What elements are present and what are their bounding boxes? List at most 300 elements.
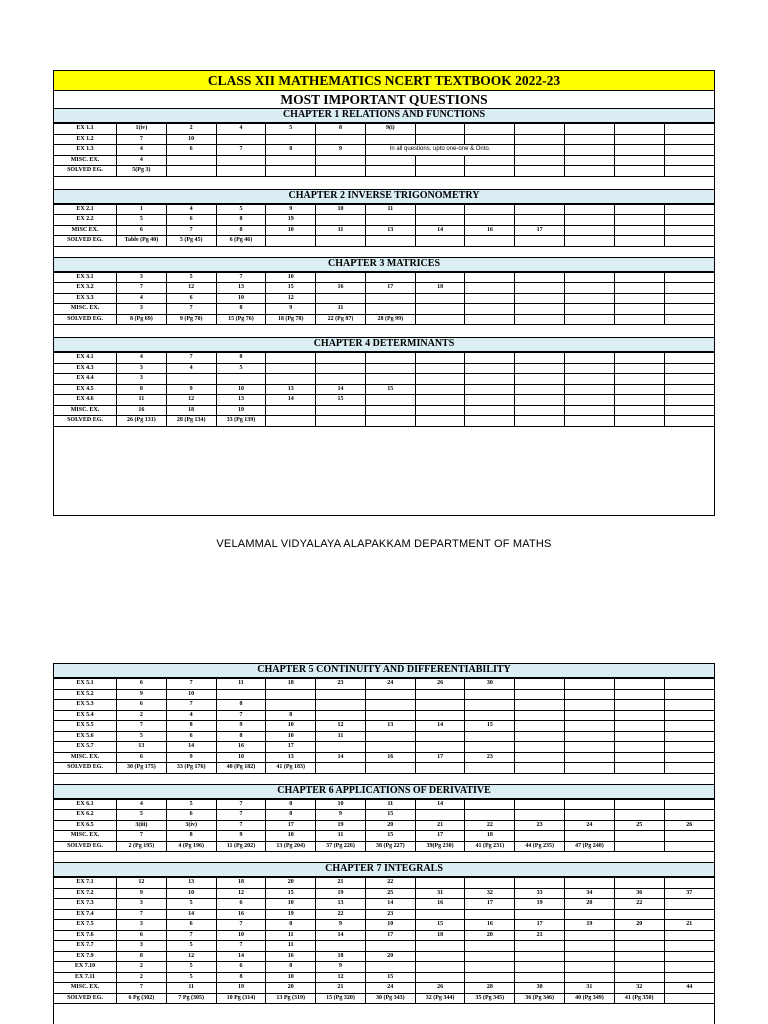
question-cell: 33 (Pg 139) <box>216 416 266 427</box>
question-cell: 36 <box>614 888 664 899</box>
empty-cell <box>515 951 565 962</box>
empty-cell <box>614 145 664 156</box>
empty-cell <box>614 700 664 711</box>
empty-cell <box>415 166 465 177</box>
empty-cell <box>664 416 714 427</box>
table-row <box>54 752 714 763</box>
empty-cell <box>515 204 565 215</box>
question-cell: 6 <box>216 899 266 910</box>
question-cell: 6 <box>117 930 167 941</box>
question-cell: 3 <box>117 941 167 952</box>
empty-cell <box>465 374 515 385</box>
empty-cell <box>266 374 316 385</box>
empty-cell <box>266 134 316 145</box>
exercise-label: SOLVED EG. <box>54 763 117 774</box>
chapter-section <box>54 247 714 326</box>
empty-cell <box>614 166 664 177</box>
page-1-chapters <box>54 109 714 427</box>
question-cell: 18 (Pg 78) <box>266 314 316 325</box>
question-cell: 16 <box>465 920 515 931</box>
question-cell: 10 <box>266 972 316 983</box>
empty-cell <box>515 134 565 145</box>
exercise-label: EX 6.2 <box>54 810 117 821</box>
empty-cell <box>664 155 714 166</box>
empty-cell <box>415 363 465 374</box>
page-1-sheet <box>53 70 715 516</box>
question-cell: 5 <box>266 124 316 135</box>
question-cell: 16 <box>266 951 316 962</box>
empty-cell <box>465 405 515 416</box>
empty-cell <box>365 731 415 742</box>
empty-cell <box>515 831 565 842</box>
empty-cell <box>664 763 714 774</box>
empty-cell <box>664 353 714 364</box>
question-cell: 5 <box>166 272 216 283</box>
empty-cell <box>565 878 615 889</box>
empty-cell <box>415 395 465 406</box>
empty-cell <box>316 710 366 721</box>
question-cell: 20 <box>266 878 316 889</box>
table-row <box>54 700 714 711</box>
empty-cell <box>266 405 316 416</box>
empty-cell <box>565 951 615 962</box>
question-cell: 25 <box>614 820 664 831</box>
empty-cell <box>614 353 664 364</box>
question-cell: 20 <box>565 899 615 910</box>
empty-cell <box>614 972 664 983</box>
question-cell: 10 <box>216 752 266 763</box>
empty-cell <box>565 304 615 315</box>
empty-cell <box>365 166 415 177</box>
table-row <box>54 155 714 166</box>
table-row <box>54 742 714 753</box>
question-cell: 2 (Pg 195) <box>117 841 167 852</box>
question-cell: 8 <box>316 124 366 135</box>
empty-cell <box>465 293 515 304</box>
question-cell: 16 <box>365 752 415 763</box>
question-cell: 11 (Pg 202) <box>216 841 266 852</box>
empty-cell <box>664 314 714 325</box>
question-cell: 17 <box>515 920 565 931</box>
empty-cell <box>565 731 615 742</box>
empty-cell <box>565 416 615 427</box>
question-cell: 20 <box>465 930 515 941</box>
question-cell: 6 Pg (302) <box>117 993 167 1004</box>
empty-cell <box>465 689 515 700</box>
empty-cell <box>515 374 565 385</box>
empty-cell <box>515 124 565 135</box>
question-cell: 10 <box>266 899 316 910</box>
empty-cell <box>565 710 615 721</box>
question-cell: 18 <box>316 951 366 962</box>
empty-cell <box>465 951 515 962</box>
question-cell: 21 <box>664 920 714 931</box>
empty-cell <box>465 909 515 920</box>
empty-cell <box>664 899 714 910</box>
question-cell: 31 <box>415 888 465 899</box>
question-cell: 4 <box>117 155 167 166</box>
question-cell: 22 (Pg 87) <box>316 314 366 325</box>
empty-cell <box>614 799 664 810</box>
table-row <box>54 721 714 732</box>
empty-cell <box>614 763 664 774</box>
question-cell: 18 <box>216 878 266 889</box>
empty-cell <box>515 405 565 416</box>
question-cell: 30 <box>465 679 515 690</box>
chapter-section <box>54 774 714 853</box>
question-cell: 7 <box>216 941 266 952</box>
empty-cell <box>515 353 565 364</box>
question-cell: 7 <box>216 710 266 721</box>
question-cell: 40 (Pg 182) <box>216 763 266 774</box>
exercise-label: EX 7.11 <box>54 972 117 983</box>
empty-cell <box>316 416 366 427</box>
empty-cell <box>465 283 515 294</box>
empty-cell <box>664 841 714 852</box>
empty-cell <box>515 283 565 294</box>
empty-cell <box>614 689 664 700</box>
empty-cell <box>465 155 515 166</box>
empty-cell <box>565 166 615 177</box>
question-cell: 5 <box>166 941 216 952</box>
question-cell: 12 <box>316 721 366 732</box>
question-cell: 3(iv) <box>166 820 216 831</box>
table-row <box>54 909 714 920</box>
exercise-label: EX 4.4 <box>54 374 117 385</box>
table-row <box>54 134 714 145</box>
question-cell: 15 <box>365 831 415 842</box>
empty-cell <box>216 134 266 145</box>
question-cell: 7 <box>166 679 216 690</box>
question-cell: 17 <box>266 820 316 831</box>
chapter-heading: CHAPTER 4 DETERMINANTS <box>54 337 714 352</box>
empty-cell <box>515 689 565 700</box>
note-cell: In all questions, upto one-one & Onto. <box>365 145 514 156</box>
empty-cell <box>515 752 565 763</box>
empty-cell <box>365 962 415 973</box>
question-cell: 6 (Pg 46) <box>216 236 266 247</box>
question-cell: 9 <box>216 831 266 842</box>
empty-cell <box>565 124 615 135</box>
empty-cell <box>515 810 565 821</box>
empty-cell <box>515 742 565 753</box>
exercise-label: SOLVED EG. <box>54 993 117 1004</box>
question-cell: 6 <box>117 752 167 763</box>
empty-cell <box>614 930 664 941</box>
empty-cell <box>664 742 714 753</box>
exercise-label: EX 7.7 <box>54 941 117 952</box>
question-cell: 1(iv) <box>117 124 167 135</box>
question-cell: 21 <box>515 930 565 941</box>
table-row <box>54 951 714 962</box>
section-gap <box>54 177 714 189</box>
question-cell: 26 <box>415 983 465 994</box>
question-cell: Table (Pg 40) <box>117 236 167 247</box>
empty-cell <box>465 710 515 721</box>
empty-cell <box>664 710 714 721</box>
empty-cell <box>365 710 415 721</box>
exercise-label: SOLVED EG. <box>54 166 117 177</box>
question-cell: 10 <box>266 731 316 742</box>
empty-cell <box>316 363 366 374</box>
exercise-label: MISC. EX. <box>54 405 117 416</box>
question-table <box>54 123 714 177</box>
empty-cell <box>565 215 615 226</box>
question-cell: 8 <box>166 831 216 842</box>
exercise-label: MISC EX. <box>54 225 117 236</box>
empty-cell <box>614 124 664 135</box>
empty-cell <box>565 204 615 215</box>
section-gap <box>54 852 714 862</box>
question-cell: 24 <box>565 820 615 831</box>
empty-cell <box>664 124 714 135</box>
empty-cell <box>465 353 515 364</box>
empty-cell <box>415 353 465 364</box>
question-cell: 3 <box>117 374 167 385</box>
question-cell: 14 <box>316 752 366 763</box>
question-cell: 36 (Pg 346) <box>515 993 565 1004</box>
empty-cell <box>614 710 664 721</box>
question-cell: 19 <box>216 405 266 416</box>
question-cell: 10 <box>266 831 316 842</box>
question-cell: 4 <box>166 363 216 374</box>
question-cell: 9 <box>117 689 167 700</box>
question-cell: 38 (Pg 227) <box>365 841 415 852</box>
question-cell: 6 <box>166 731 216 742</box>
empty-cell <box>465 763 515 774</box>
question-cell: 8 <box>216 731 266 742</box>
empty-cell <box>614 841 664 852</box>
empty-cell <box>565 272 615 283</box>
empty-cell <box>515 799 565 810</box>
empty-cell <box>515 215 565 226</box>
empty-cell <box>664 225 714 236</box>
empty-cell <box>614 304 664 315</box>
empty-cell <box>614 363 664 374</box>
question-cell: 22 <box>614 899 664 910</box>
question-cell: 23 <box>465 752 515 763</box>
question-cell: 15 <box>365 972 415 983</box>
empty-cell <box>565 810 615 821</box>
question-cell: 5 <box>166 962 216 973</box>
question-cell: 17 <box>515 225 565 236</box>
empty-cell <box>465 363 515 374</box>
question-cell: 5 <box>117 215 167 226</box>
exercise-label: EX 3.3 <box>54 293 117 304</box>
empty-cell <box>664 293 714 304</box>
empty-cell <box>565 799 615 810</box>
empty-cell <box>316 155 366 166</box>
question-cell: 19 <box>515 899 565 910</box>
empty-cell <box>664 384 714 395</box>
table-row <box>54 820 714 831</box>
question-cell: 9 <box>316 920 366 931</box>
question-cell: 13 Pg (319) <box>266 993 316 1004</box>
question-cell: 15 (Pg 76) <box>216 314 266 325</box>
question-cell: 2 <box>166 124 216 135</box>
empty-cell <box>166 155 216 166</box>
table-row <box>54 878 714 889</box>
question-cell: 13 (Pg 204) <box>266 841 316 852</box>
question-cell: 2 <box>117 962 167 973</box>
question-cell: 30 (Pg 343) <box>365 993 415 1004</box>
question-cell: 40 (Pg 349) <box>565 993 615 1004</box>
question-cell: 11 <box>316 831 366 842</box>
empty-cell <box>614 731 664 742</box>
question-cell: 18 <box>266 679 316 690</box>
question-cell: 7 <box>117 134 167 145</box>
empty-cell <box>266 353 316 364</box>
empty-cell <box>266 416 316 427</box>
question-cell: 15 <box>415 920 465 931</box>
question-cell: 10 <box>216 293 266 304</box>
empty-cell <box>565 145 615 156</box>
exercise-label: SOLVED EG. <box>54 416 117 427</box>
question-cell: 23 <box>316 679 366 690</box>
question-cell: 12 <box>166 395 216 406</box>
question-cell: 26 (Pg 131) <box>117 416 167 427</box>
question-cell: 5 <box>166 972 216 983</box>
table-row <box>54 799 714 810</box>
empty-cell <box>664 204 714 215</box>
empty-cell <box>316 941 366 952</box>
empty-cell <box>614 272 664 283</box>
question-cell: 33 (Pg 176) <box>166 763 216 774</box>
question-cell: 6 <box>117 225 167 236</box>
empty-cell <box>614 293 664 304</box>
empty-cell <box>415 763 465 774</box>
empty-cell <box>664 134 714 145</box>
empty-cell <box>216 374 266 385</box>
question-cell: 37 <box>664 888 714 899</box>
empty-cell <box>415 314 465 325</box>
empty-cell <box>365 405 415 416</box>
empty-cell <box>365 363 415 374</box>
empty-cell <box>465 304 515 315</box>
empty-cell <box>565 363 615 374</box>
empty-cell <box>365 689 415 700</box>
question-cell: 24 <box>365 983 415 994</box>
question-cell: 3 <box>117 899 167 910</box>
empty-cell <box>664 930 714 941</box>
empty-cell <box>266 236 316 247</box>
question-cell: 20 <box>614 920 664 931</box>
question-cell: 32 <box>614 983 664 994</box>
table-row <box>54 763 714 774</box>
question-cell: 12 <box>316 972 366 983</box>
question-cell: 8 <box>266 799 316 810</box>
empty-cell <box>565 962 615 973</box>
empty-cell <box>415 689 465 700</box>
empty-cell <box>565 384 615 395</box>
question-cell: 8 <box>216 215 266 226</box>
empty-cell <box>316 353 366 364</box>
question-table <box>54 799 714 853</box>
question-cell: 10 <box>266 721 316 732</box>
question-cell: 16 <box>117 405 167 416</box>
empty-cell <box>465 700 515 711</box>
chapter-heading: CHAPTER 7 INTEGRALS <box>54 862 714 877</box>
question-cell: 23 <box>365 909 415 920</box>
question-cell: 5(Pg 3) <box>117 166 167 177</box>
question-cell: 4 <box>216 124 266 135</box>
table-row <box>54 395 714 406</box>
empty-cell <box>515 941 565 952</box>
question-cell: 17 <box>365 930 415 941</box>
question-cell: 8 <box>216 972 266 983</box>
question-cell: 10 Pg (314) <box>216 993 266 1004</box>
exercise-label: EX 4.5 <box>54 384 117 395</box>
empty-cell <box>565 909 615 920</box>
question-cell: 10 <box>266 272 316 283</box>
question-cell: 9 <box>266 304 316 315</box>
chapter-section <box>54 177 714 247</box>
empty-cell <box>465 810 515 821</box>
empty-cell <box>664 721 714 732</box>
chapter-heading: CHAPTER 6 APPLICATIONS OF DERIVATIVE <box>54 784 714 799</box>
empty-cell <box>664 215 714 226</box>
empty-cell <box>316 134 366 145</box>
question-cell: 17 <box>266 742 316 753</box>
question-cell: 18 <box>166 405 216 416</box>
empty-cell <box>515 721 565 732</box>
empty-cell <box>515 878 565 889</box>
table-row <box>54 941 714 952</box>
empty-cell <box>565 405 615 416</box>
table-row <box>54 293 714 304</box>
question-cell: 11 <box>316 304 366 315</box>
question-cell: 28 (Pg 99) <box>365 314 415 325</box>
question-cell: 8 <box>216 700 266 711</box>
table-row <box>54 888 714 899</box>
question-cell: 19 <box>266 909 316 920</box>
question-cell: 6 <box>166 920 216 931</box>
question-cell: 11 <box>316 731 366 742</box>
empty-cell <box>415 731 465 742</box>
question-cell: 7 <box>117 909 167 920</box>
question-cell: 21 <box>415 820 465 831</box>
question-cell: 15 (Pg 320) <box>316 993 366 1004</box>
empty-cell <box>266 155 316 166</box>
table-row <box>54 899 714 910</box>
section-gap <box>54 774 714 784</box>
table-row <box>54 283 714 294</box>
empty-cell <box>614 374 664 385</box>
empty-cell <box>465 941 515 952</box>
question-cell: 32 (Pg 344) <box>415 993 465 1004</box>
question-cell: 4 <box>117 799 167 810</box>
empty-cell <box>415 972 465 983</box>
empty-cell <box>365 236 415 247</box>
table-row <box>54 983 714 994</box>
empty-cell <box>465 962 515 973</box>
question-cell: 8 <box>266 962 316 973</box>
question-cell: 4 <box>117 293 167 304</box>
table-row <box>54 314 714 325</box>
empty-cell <box>565 374 615 385</box>
question-cell: 13 <box>266 384 316 395</box>
question-cell: 20 <box>365 820 415 831</box>
empty-cell <box>415 710 465 721</box>
table-row <box>54 215 714 226</box>
question-cell: 30 <box>515 983 565 994</box>
question-cell: 44 <box>664 983 714 994</box>
empty-cell <box>614 405 664 416</box>
question-cell: 10 <box>316 799 366 810</box>
empty-cell <box>664 679 714 690</box>
empty-cell <box>465 204 515 215</box>
question-cell: 35 (Pg 345) <box>465 993 515 1004</box>
